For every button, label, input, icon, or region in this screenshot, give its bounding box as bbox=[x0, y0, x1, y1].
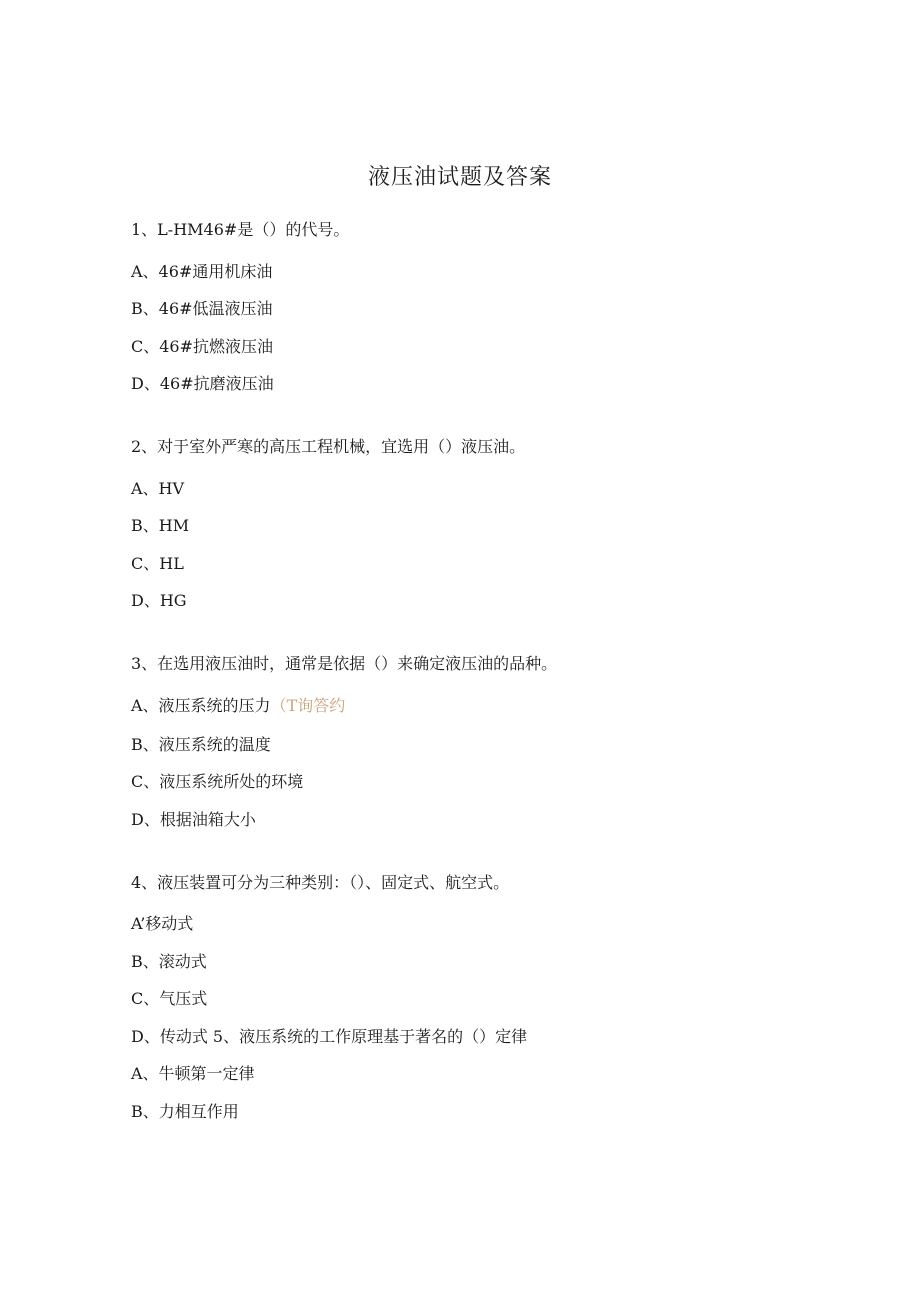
question-4-option-d: D、传动式 5、液压系统的工作原理基于著名的（）定律 bbox=[131, 1027, 528, 1046]
question-5-option-a: A、牛顿第一定律 bbox=[131, 1064, 255, 1083]
question-1-option-c: C、46#抗燃液压油 bbox=[131, 337, 274, 356]
question-3-option-d: D、根据油箱大小 bbox=[131, 810, 256, 829]
question-3-stem: 3、在选用液压油时，通常是依据（）来确定液压油的品种。 bbox=[131, 654, 558, 673]
question-1-option-d: D、46#抗磨液压油 bbox=[131, 374, 274, 393]
question-2-option-a: A、HV bbox=[131, 479, 185, 498]
question-2-option-d: D、HG bbox=[131, 591, 187, 610]
question-1-stem: 1、L-HM46#是（）的代号。 bbox=[131, 220, 350, 239]
question-1-option-a: A、46#通用机床油 bbox=[131, 262, 273, 281]
question-4-option-b: B、滚动式 bbox=[131, 952, 207, 971]
watermark-text: （T询答约 bbox=[270, 696, 346, 715]
question-2-option-b: B、HM bbox=[131, 516, 190, 535]
question-4-stem: 4、液压装置可分为三种类别：（）、固定式、航空式。 bbox=[131, 873, 510, 892]
question-5-option-b: B、力相互作用 bbox=[131, 1102, 239, 1121]
question-3-option-b: B、液压系统的温度 bbox=[131, 735, 271, 754]
question-3-option-a bbox=[131, 696, 345, 716]
question-3-option-a-text: A、液压系统的压力 bbox=[131, 696, 271, 715]
question-1-option-b: B、46#低温液压油 bbox=[131, 299, 273, 318]
question-4-option-a: A’移动式 bbox=[131, 914, 194, 933]
page-title: 液压油试题及答案 bbox=[367, 165, 552, 190]
question-2-option-c: C、HL bbox=[131, 554, 184, 573]
question-3-option-c: C、液压系统所处的环境 bbox=[131, 772, 304, 791]
question-4-option-c: C、气压式 bbox=[131, 989, 208, 1008]
question-2-stem: 2、对于室外严寒的高压工程机械，宜选用（）液压油。 bbox=[131, 437, 526, 456]
